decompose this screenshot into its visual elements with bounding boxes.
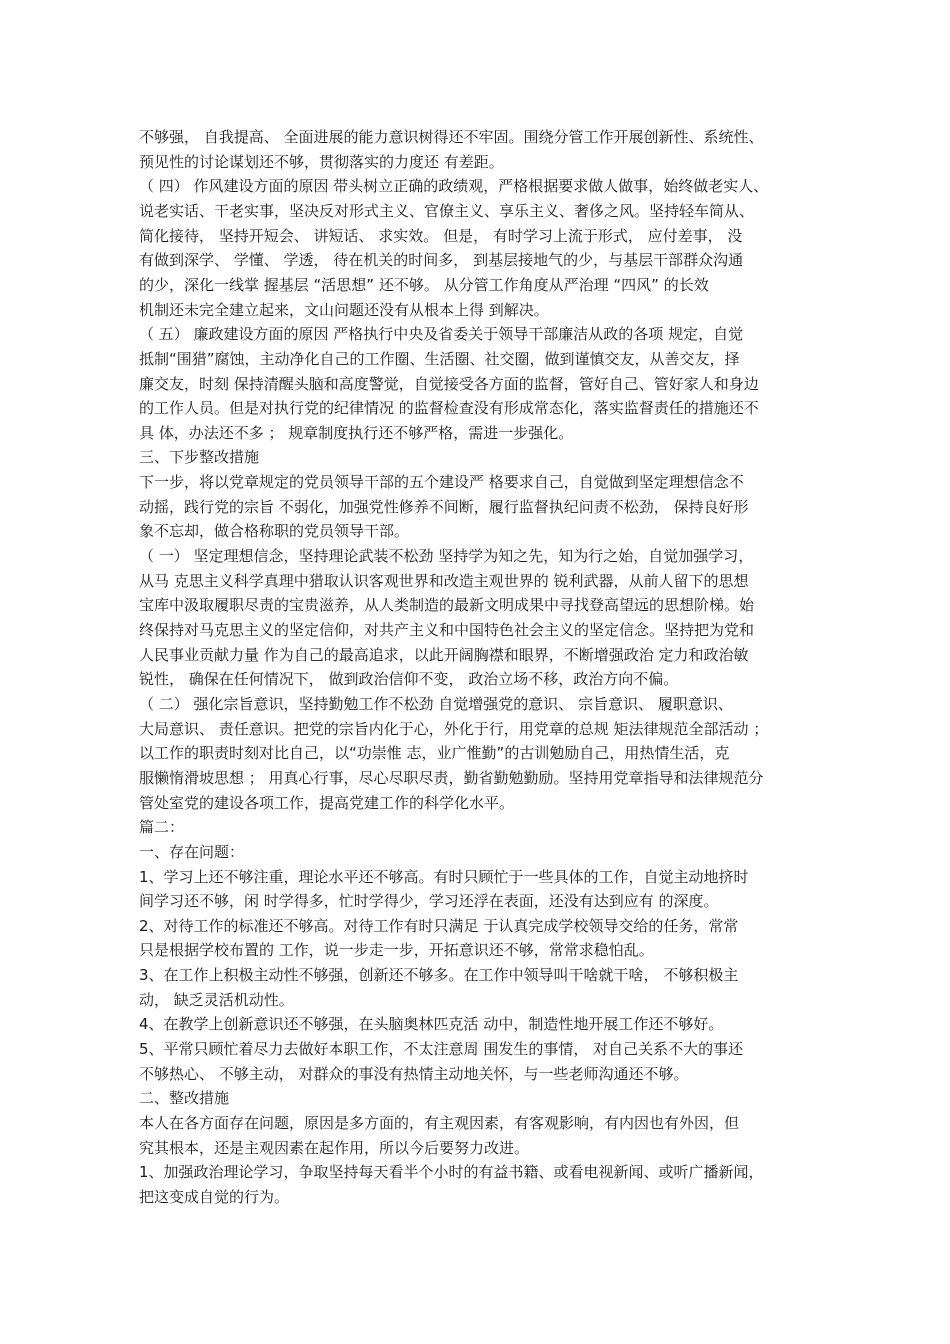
text-line: 一、存在问题： — [139, 843, 245, 861]
text-line: 服懒惰滑坡思想 ； 用真心行事，尽心尽职尽责，勤省勤勉勤励。坚持用党章指导和法律规范分 — [139, 769, 764, 787]
text-line: 人民事业贡献力量 作为自己的最高追求，以此开阔胸襟和眼界，不断增强政治 定力和政治敏 — [139, 646, 749, 664]
text-line: 动摇，践行党的宗旨 不弱化，加强党性修养不间断，履行监督执纪问责不松劲， 保持良好形 — [139, 498, 749, 516]
text-line: （ 五） 廉政建设方面的原因 严格执行中央及省委关于领导干部廉洁从政的各项 规定，自觉 — [139, 325, 744, 343]
text-line: 二、整改措施 — [139, 1089, 230, 1107]
text-line: 本人在各方面存在问题，原因是多方面的，有主观因素，有客观影响，有内因也有外因，但 — [139, 1114, 740, 1132]
text-line: 究其根本，还是主观因素在起作用，所以今后要努力改进。 — [139, 1139, 530, 1157]
text-line: 锐性， 确保在任何情况下， 做到政治信仰不变， 政治立场不移，政治方向不偏。 — [139, 670, 679, 688]
text-line: （ 四） 作风建设方面的原因 带头树立正确的政绩观，严格根据要求做人做事，始终做老实人、 — [139, 177, 769, 195]
text-line: 的工作人员。但是对执行党的纪律情况 的监督检查没有形成常态化，落实监督责任的措施还不 — [139, 399, 759, 417]
text-line: 1、加强政治理论学习，争取坚持每天看半个小时的有益书籍、或看电视新闻、或听广播新闻， — [139, 1163, 764, 1181]
text-line: 以工作的职责时刻对比自己，以“功崇惟 志，业广惟勤”的古训勉励自己，用热情生活，克 — [139, 744, 730, 762]
text-line: 3、在工作上积极主动性不够强，创新还不够多。在工作中领导叫干啥就干啥， 不够积极主 — [139, 966, 739, 984]
text-line: 象不忘却，做合格称职的党员领导干部。 — [139, 522, 410, 540]
text-line: 机制还未完全建立起来，文山问题还没有从根本上得 到解决。 — [139, 301, 549, 319]
text-line: 抵制“围猎”腐蚀，主动净化自己的工作圈、生活圈、社交圈，做到谨慎交友，从善交友，择 — [139, 350, 740, 368]
text-line: 篇二： — [139, 818, 185, 836]
text-line: 的少，深化一线掌 握基层 “活思想” 还不够。 从分管工作角度从严治理 “四风” 的长效 — [139, 276, 709, 294]
text-line: 动， 缺乏灵活机动性。 — [139, 991, 294, 1009]
text-line: 预见性的讨论谋划还不够，贯彻落实的力度还 有差距。 — [139, 153, 504, 171]
text-line: 宝库中汲取履职尽责的宝贵滋养，从人类制造的最新文明成果中寻找登高望远的思想阶梯。始 — [139, 596, 755, 614]
text-line: 具 体，办法还不多 ； 规章制度执行还不够严格，需进一步强化。 — [139, 424, 574, 442]
text-line: 只是根据学校布置的 工作，说一步走一步，开拓意识还不够，常常求稳怕乱。 — [139, 941, 654, 959]
text-line: （ 一） 坚定理想信念，坚持理论武装不松劲 坚持学为知之先，知为行之始，自觉加强学习， — [139, 547, 754, 565]
text-line: 大局意识、 责任意识。把党的宗旨内化于心，外化于行，用党章的总规 矩法律规范全部活动 ； — [139, 720, 769, 738]
text-line: 终保持对马克思主义的坚定信仰，对共产主义和中国特色社会主义的坚定信念。坚持把为党和 — [139, 621, 755, 639]
text-line: 5、平常只顾忙着尽力去做好本职工作，不太注意周 围发生的事情， 对自己关系不大的事还 — [139, 1040, 744, 1058]
text-line: 4、在教学上创新意识还不够强，在头脑奥林匹克活 动中，制造性地开展工作还不够好。 — [139, 1015, 724, 1033]
text-line: （ 二） 强化宗旨意识，坚持勤勉工作不松劲 自觉增强党的意识、 宗旨意识、 履职意识、 — [139, 695, 733, 713]
text-line: 把这变成自觉的行为。 — [139, 1188, 290, 1206]
text-line: 管处室党的建设各项工作，提高党建工作的科学化水平。 — [139, 794, 515, 812]
text-line: 不够强， 自我提高、 全面进展的能力意识树得还不牢固。围绕分管工作开展创新性、系统性、 — [139, 128, 764, 146]
text-line: 不够热心、 不够主动， 对群众的事没有热情主动地关怀，与一些老师沟通还不够。 — [139, 1065, 689, 1083]
text-line: 三、下步整改措施 — [139, 448, 260, 466]
text-line: 廉交友，时刻 保持清醒头脑和高度警觉，自觉接受各方面的监督，管好自己、管好家人和身边 — [139, 375, 759, 393]
text-line: 1、学习上还不够注重，理论水平还不够高。有时只顾忙于一些具体的工作，自觉主动地挤时 — [139, 868, 749, 886]
text-line: 简化接待， 坚持开短会、 讲短话、 求实效。 但是， 有时学习上流于形式， 应付差事， 没 — [139, 227, 743, 245]
text-line: 间学习还不够，闲 时学得多，忙时学得少，学习还浮在表面，还没有达到应有 的深度。 — [139, 892, 719, 910]
text-line: 2、对待工作的标准还不够高。对待工作有时只满足 于认真完成学校领导交给的任务，常常 — [139, 917, 739, 935]
text-line: 从马 克思主义科学真理中猎取认识客观世界和改造主观世界的 锐利武器，从前人留下的思想 — [139, 572, 749, 590]
text-line: 有做到深学、 学懂、 学透， 待在机关的时间多， 到基层接地气的少，与基层干部群众沟通 — [139, 251, 744, 269]
text-line: 说老实话、干老实事，坚决反对形式主义、官僚主义、享乐主义、奢侈之风。坚持轻车简从、 — [139, 202, 755, 220]
text-line: 下一步，将以党章规定的党员领导干部的五个建设严 格要求自己，自觉做到坚定理想信念不 — [139, 473, 744, 491]
